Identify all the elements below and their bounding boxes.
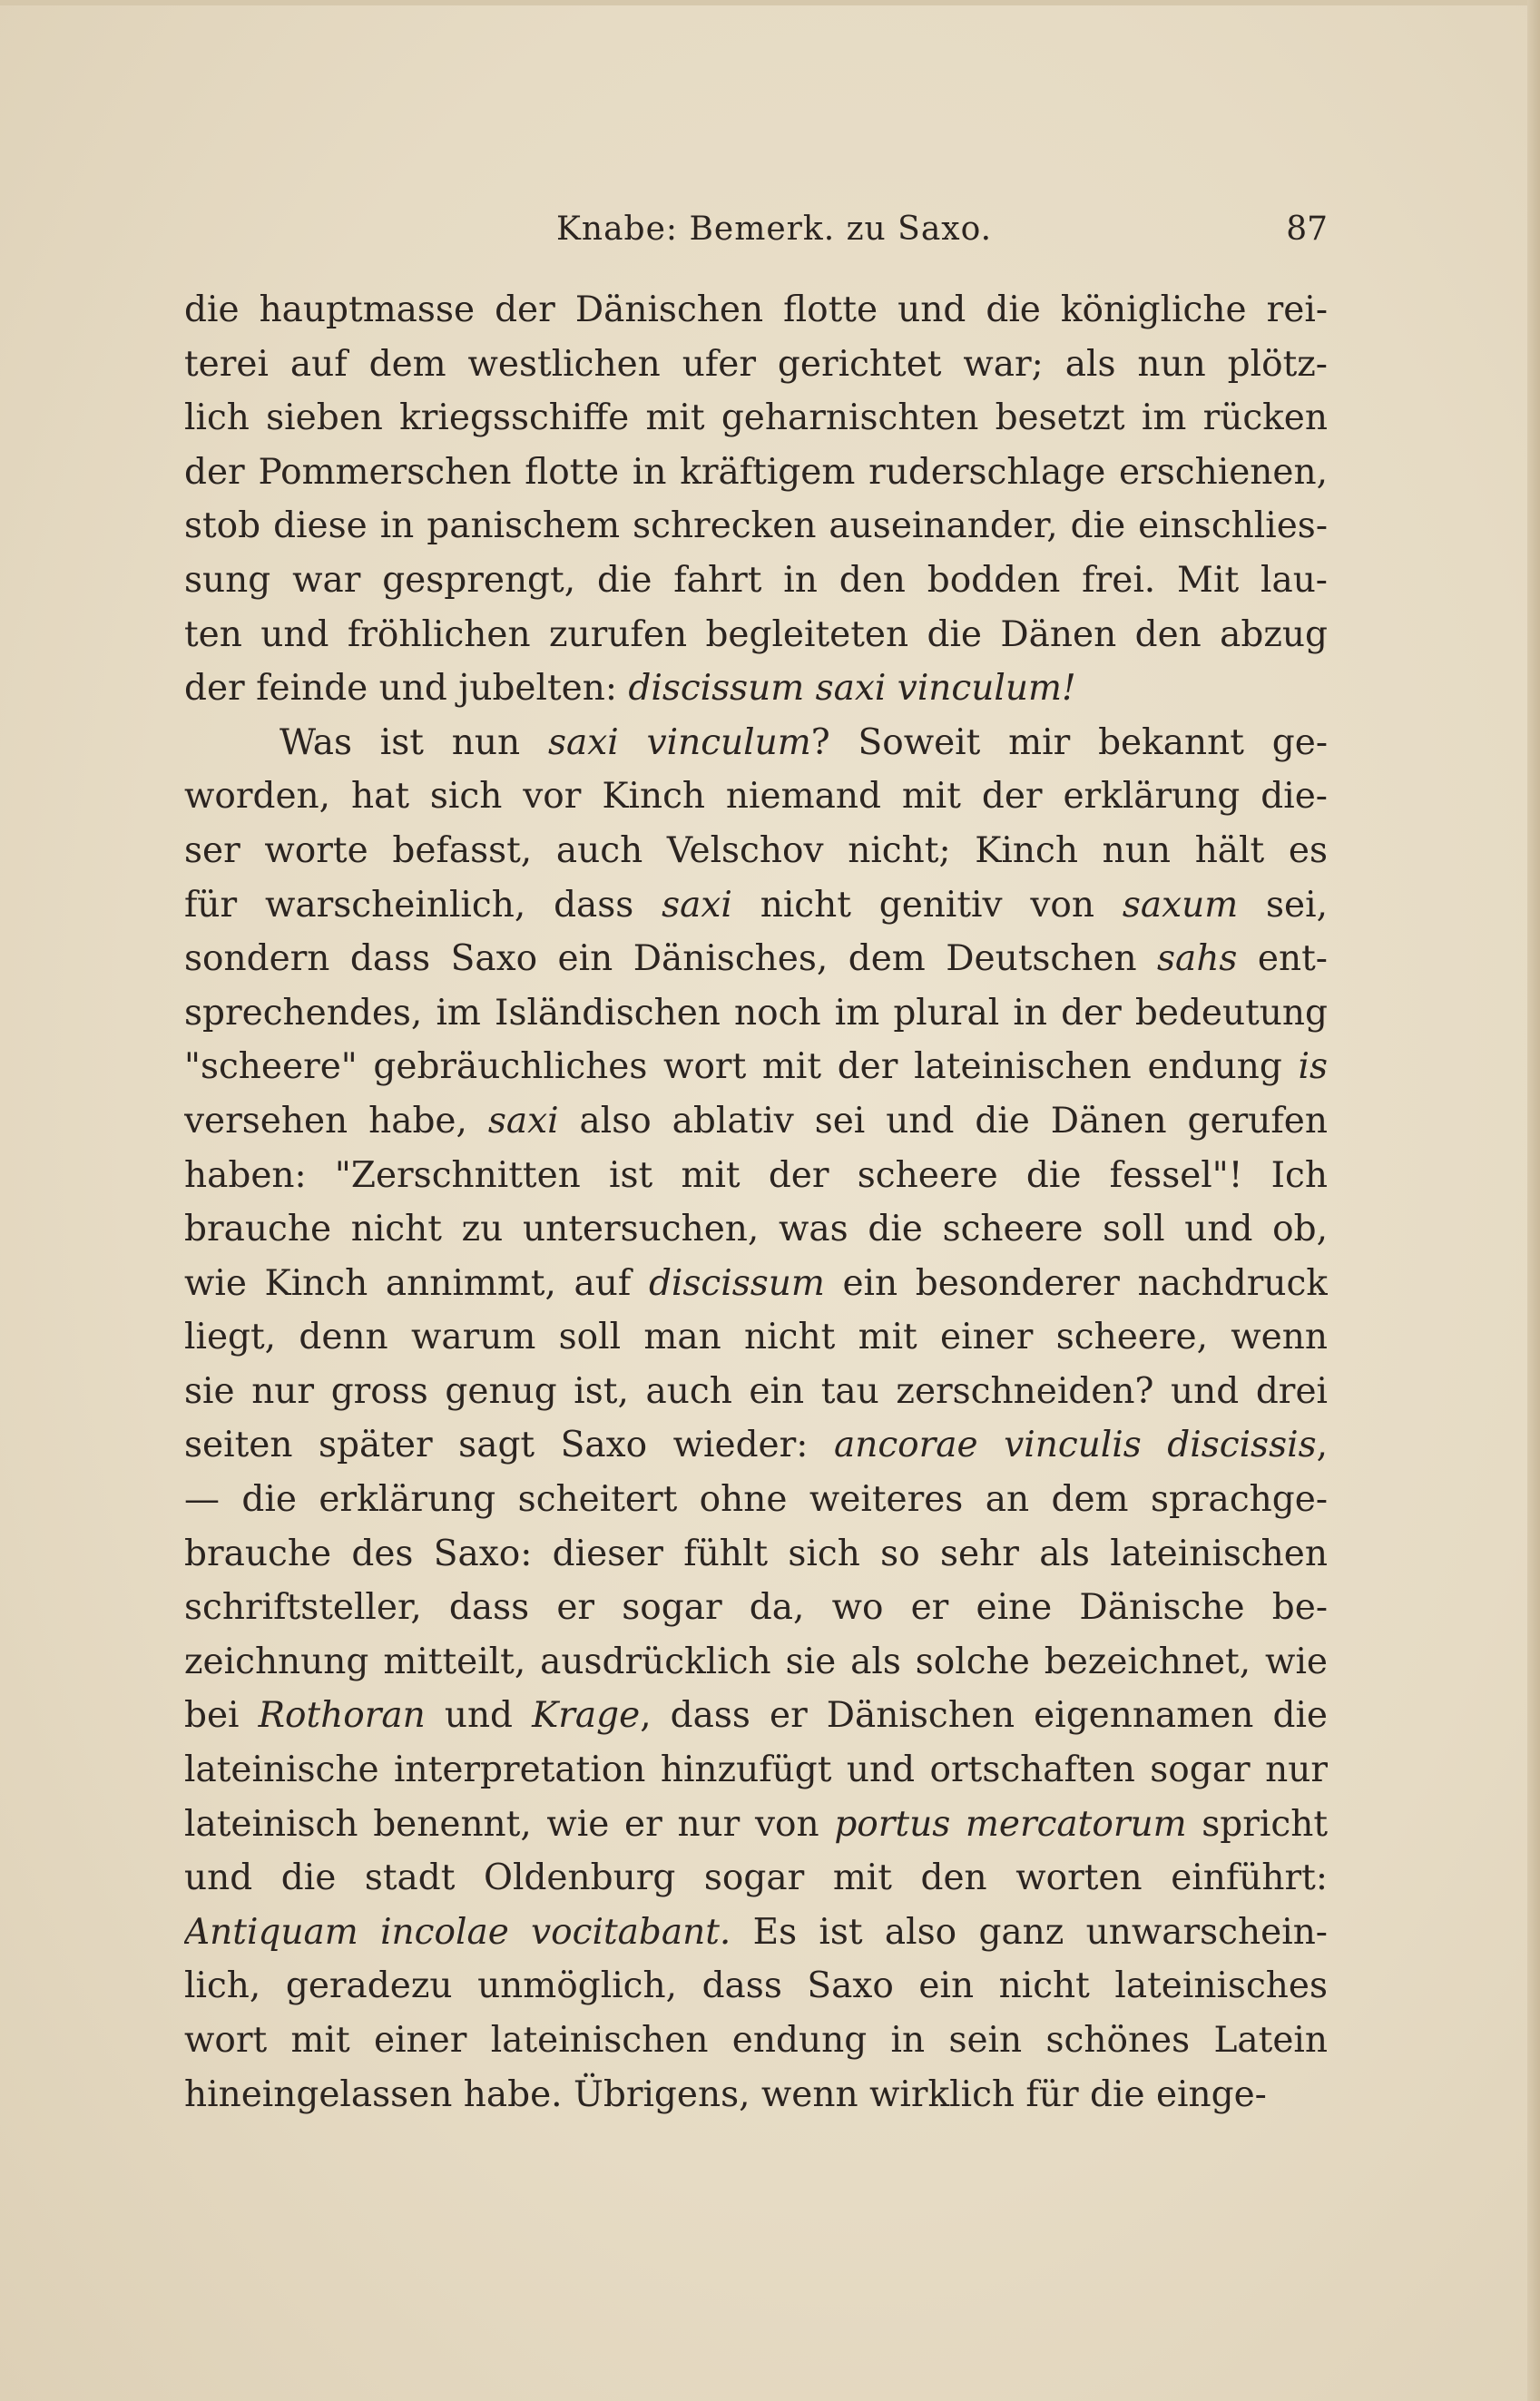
text-span: worden, hat sich vor Kinch niemand mit der erklärung die-	[184, 776, 1328, 818]
text-span: Es ist also ganz unwarschein-	[731, 1911, 1328, 1953]
body-text	[184, 283, 1328, 2122]
text-span: lateinisch benennt, wie er nur von	[184, 1803, 835, 1845]
text-line	[184, 1527, 1328, 1582]
text-span: sei,	[1238, 884, 1328, 926]
text-line	[184, 824, 1328, 878]
text-line	[184, 2068, 1328, 2122]
text-line	[184, 1689, 1328, 1743]
text-line	[184, 878, 1328, 933]
text-span: versehen habe,	[184, 1100, 488, 1142]
text-line	[184, 391, 1328, 446]
italic-text-span: saxi	[487, 1100, 559, 1142]
italic-text-span: saxi vinculum	[548, 721, 811, 763]
text-span: brauche nicht zu untersuchen, was die scheere soll und ob,	[184, 1209, 1328, 1250]
page-edge-top	[0, 0, 1540, 5]
text-span: ,	[1316, 1425, 1328, 1466]
text-span: haben: "Zerschnitten ist mit der scheere die fessel"! Ich	[184, 1154, 1328, 1196]
text-span: sondern dass Saxo ein Dänisches, dem Deutschen	[184, 938, 1158, 980]
text-line	[184, 554, 1328, 608]
text-line	[184, 1202, 1328, 1257]
text-span: wie Kinch annimmt, auf	[184, 1262, 649, 1304]
text-line	[184, 1149, 1328, 1203]
text-line	[184, 2014, 1328, 2068]
text-span: der feinde und jubelten:	[184, 668, 629, 710]
text-line	[184, 338, 1328, 392]
text-line	[184, 986, 1328, 1041]
text-line	[184, 499, 1328, 554]
text-span: liegt, denn warum soll man nicht mit einer scheere, wenn	[184, 1317, 1328, 1358]
text-line	[184, 1040, 1328, 1094]
italic-text-span: Rothoran	[258, 1695, 426, 1737]
page-number: 87	[1286, 211, 1328, 248]
running-header	[184, 211, 1328, 256]
text-span: zeichnung mitteilt, ausdrücklich sie als solche bezeichnet, wie	[184, 1641, 1328, 1682]
text-line	[184, 1906, 1328, 1960]
text-span: ein besonderer nachdruck	[824, 1262, 1328, 1304]
text-span: und die stadt Oldenburg sogar mit den worten einführt:	[184, 1857, 1328, 1899]
italic-text-span: discissum saxi vinculum!	[628, 668, 1076, 710]
text-span: wort mit einer lateinischen endung in sein schönes Latein	[184, 2020, 1328, 2061]
text-line	[184, 1743, 1328, 1798]
text-span: spricht	[1186, 1803, 1328, 1845]
italic-text-span: is	[1298, 1046, 1328, 1088]
italic-text-span: portus mercatorum	[834, 1803, 1187, 1845]
text-line	[184, 283, 1328, 338]
text-line	[184, 662, 1328, 716]
text-line	[184, 1581, 1328, 1635]
text-span: brauche des Saxo: dieser fühlt sich so sehr als lateinischen	[184, 1533, 1328, 1574]
text-span: bei	[184, 1695, 259, 1737]
text-span: nicht genitiv von	[731, 884, 1123, 926]
text-span: die hauptmasse der Dänischen flotte und die königliche rei-	[184, 289, 1328, 330]
text-span: sprechendes, im Isländischen noch im plural in der bedeutung	[184, 992, 1328, 1034]
text-span: schriftsteller, dass er sogar da, wo er eine Dänische be-	[184, 1587, 1328, 1629]
text-span: ? Soweit mir bekannt ge-	[810, 721, 1328, 763]
text-span: — die erklärung scheitert ohne weiteres an dem sprachge-	[184, 1479, 1328, 1521]
text-line	[184, 716, 1328, 770]
text-span: der Pommerschen flotte in kräftigem ruderschlage erschienen,	[184, 451, 1328, 493]
text-span: , dass er Dänischen eigennamen die	[640, 1695, 1328, 1737]
italic-text-span: discissum	[648, 1262, 825, 1304]
text-span: lich, geradezu unmöglich, dass Saxo ein nicht lateinisches	[184, 1965, 1328, 2007]
text-span: sung war gesprengt, die fahrt in den bodden frei. Mit lau-	[184, 559, 1328, 601]
text-span: also ablativ sei und die Dänen gerufen	[558, 1100, 1328, 1142]
text-span: für warscheinlich, dass	[184, 884, 662, 926]
text-line	[184, 1257, 1328, 1311]
page-edge-right	[1527, 0, 1540, 2401]
italic-text-span: Antiquam incolae vocitabant.	[184, 1911, 731, 1953]
text-line	[184, 446, 1328, 500]
text-span: stob diese in panischem schrecken auseinander, die einschlies-	[184, 505, 1328, 547]
text-line	[184, 932, 1328, 986]
text-line	[184, 1798, 1328, 1852]
text-line	[184, 1635, 1328, 1690]
italic-text-span: sahs	[1157, 938, 1238, 980]
italic-text-span: Krage	[532, 1695, 641, 1737]
text-span: lich sieben kriegsschiffe mit geharnischten besetzt im rücken	[184, 397, 1328, 439]
text-line	[184, 1310, 1328, 1365]
text-line	[184, 1094, 1328, 1149]
text-line	[184, 769, 1328, 824]
text-line	[184, 608, 1328, 662]
italic-text-span: ancorae vinculis discissis	[833, 1425, 1317, 1466]
text-line	[184, 1959, 1328, 2014]
text-span: seiten später sagt Saxo wieder:	[184, 1425, 834, 1466]
text-span: lateinische interpretation hinzufügt und ortschaften sogar nur	[184, 1749, 1328, 1791]
text-line	[184, 1473, 1328, 1527]
text-span: ser worte befasst, auch Velschov nicht; Kinch nun hält es	[184, 829, 1328, 871]
text-span: "scheere" gebräuchliches wort mit der lateinischen endung	[184, 1046, 1299, 1088]
text-span: terei auf dem westlichen ufer gerichtet war; als nun plötz-	[184, 343, 1328, 385]
italic-text-span: saxi	[662, 884, 732, 926]
running-title: Knabe: Bemerk. zu Saxo.	[556, 211, 993, 248]
text-line	[184, 1851, 1328, 1906]
text-span: sie nur gross genug ist, auch ein tau zerschneiden? und drei	[184, 1370, 1328, 1412]
text-span: ten und fröhlichen zurufen begleiteten die Dänen den abzug	[184, 613, 1328, 655]
text-span: und	[425, 1695, 533, 1737]
text-span: hineingelassen habe. Übrigens, wenn wirklich für die einge-	[184, 2073, 1267, 2115]
text-span: ent-	[1237, 938, 1328, 980]
text-span: Was ist nun	[280, 721, 549, 763]
text-line	[184, 1365, 1328, 1419]
italic-text-span: saxum	[1122, 884, 1239, 926]
text-line	[184, 1418, 1328, 1473]
